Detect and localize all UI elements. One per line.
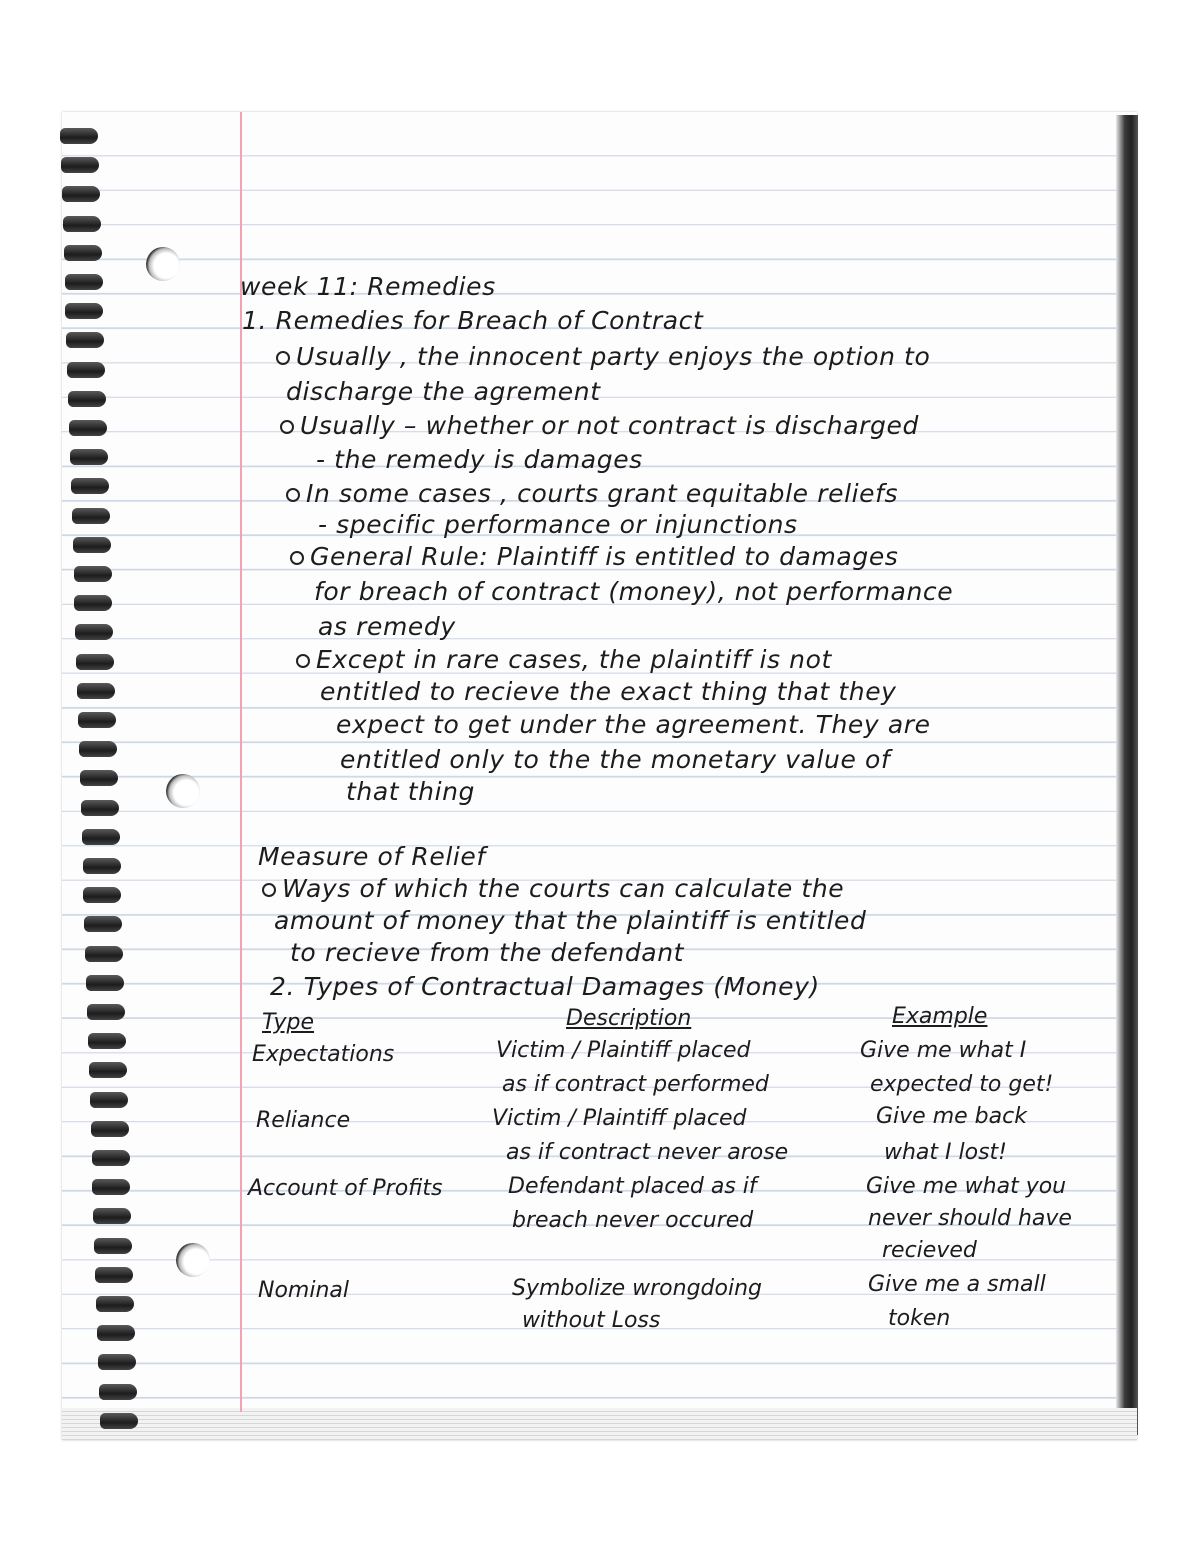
spiral-coil	[98, 1354, 138, 1372]
coil-shape	[69, 420, 107, 436]
coil-shape	[95, 1267, 133, 1283]
coil-shape	[60, 128, 98, 144]
coil-shape	[62, 186, 100, 202]
coil-shape	[86, 975, 124, 991]
coil-shape	[89, 1062, 127, 1078]
punch-hole	[176, 1243, 210, 1277]
spiral-coil	[78, 712, 118, 730]
coil-shape	[92, 1179, 130, 1195]
bullet-icon	[262, 883, 276, 897]
damage-example: recieved	[882, 1238, 977, 1263]
spiral-coil	[83, 887, 123, 905]
spiral-coil	[91, 1121, 131, 1139]
coil-shape	[74, 595, 112, 611]
note-line: as remedy	[318, 612, 456, 641]
coil-shape	[65, 274, 103, 290]
spiral-coil	[100, 1413, 140, 1431]
spiral-coil	[76, 654, 116, 672]
note-line: amount of money that the plaintiff is entitled	[274, 906, 867, 935]
damage-type: Nominal	[258, 1278, 349, 1303]
spiral-coil	[65, 274, 105, 292]
punch-hole	[146, 247, 180, 281]
damage-description: Defendant placed as if	[508, 1174, 757, 1199]
coil-shape	[83, 887, 121, 903]
note-line: discharge the agrement	[286, 377, 601, 406]
coil-shape	[99, 1384, 137, 1400]
note-line	[280, 411, 919, 441]
spiral-coil	[77, 683, 117, 701]
coil-shape	[66, 332, 104, 348]
note-line: entitled to recieve the exact thing that they	[320, 677, 897, 706]
note-line	[286, 479, 898, 509]
damage-example: token	[888, 1306, 951, 1331]
bullet-icon	[276, 351, 290, 365]
bullet-icon	[286, 488, 300, 502]
spiral-coil	[96, 1296, 136, 1314]
bullet-icon	[280, 420, 294, 434]
page-title: week 11: Remedies	[240, 272, 496, 301]
column-header-type: Type	[262, 1010, 315, 1035]
note-line: expect to get under the agreement. They are	[336, 710, 931, 739]
bullet-icon	[296, 654, 310, 668]
spiral-coil	[97, 1325, 137, 1343]
coil-shape	[80, 770, 118, 786]
coil-shape	[68, 391, 106, 407]
spiral-coil	[74, 566, 114, 584]
spiral-coil	[74, 595, 114, 613]
column-header-description: Description	[566, 1006, 692, 1031]
section-heading: Measure of Relief	[258, 842, 486, 871]
damage-description: without Loss	[522, 1308, 661, 1333]
spiral-coil	[87, 1004, 127, 1022]
spiral-coil	[66, 332, 106, 350]
coil-shape	[96, 1296, 134, 1312]
spiral-coil	[92, 1179, 132, 1197]
note-text: Usually – whether or not contract is discharged	[300, 411, 919, 440]
damage-type: Expectations	[252, 1042, 395, 1067]
coil-shape	[90, 1092, 128, 1108]
spiral-coil	[86, 975, 126, 993]
note-line: entitled only to the the monetary value of	[340, 745, 891, 774]
damage-description: Victim / Plaintiff placed	[496, 1038, 751, 1063]
damage-example: expected to get!	[870, 1072, 1054, 1097]
note-text: In some cases , courts grant equitable reliefs	[306, 479, 899, 508]
spiral-coil	[82, 829, 122, 847]
spiral-coil	[90, 1092, 130, 1110]
damage-example: Give me what you	[866, 1174, 1067, 1199]
damage-example: Give me what I	[860, 1038, 1027, 1063]
coil-shape	[82, 829, 120, 845]
spiral-coil	[62, 186, 102, 204]
coil-shape	[100, 1413, 138, 1429]
spiral-coil	[88, 1033, 128, 1051]
coil-shape	[83, 858, 121, 874]
spiral-coil	[71, 478, 111, 496]
damage-description: as if contract performed	[502, 1072, 769, 1097]
note-line: to recieve from the defendant	[290, 938, 685, 967]
coil-shape	[63, 216, 101, 232]
note-line: for breach of contract (money), not performance	[314, 577, 954, 606]
note-line	[290, 542, 898, 572]
coil-shape	[97, 1325, 135, 1341]
spiral-coil	[85, 946, 125, 964]
damage-type: Reliance	[256, 1108, 351, 1133]
spiral-coil	[94, 1238, 134, 1256]
spiral-coil	[64, 245, 104, 263]
spiral-coil	[65, 303, 105, 321]
damage-example: Give me back	[876, 1104, 1027, 1129]
section-heading: 2. Types of Contractual Damages (Money)	[270, 972, 820, 1001]
section-heading: 1. Remedies for Breach of Contract	[242, 306, 704, 335]
spiral-coil	[68, 391, 108, 409]
page-stack-edge	[62, 1408, 1137, 1440]
coil-shape	[71, 478, 109, 494]
spiral-coil	[83, 858, 123, 876]
spiral-coil	[99, 1384, 139, 1402]
page-edge-shadow	[1116, 115, 1138, 1435]
coil-shape	[88, 1033, 126, 1049]
note-line	[276, 342, 930, 372]
coil-shape	[77, 683, 115, 699]
coil-shape	[73, 537, 111, 553]
spiral-coil	[67, 362, 107, 380]
note-line: - specific performance or injunctions	[318, 510, 798, 539]
spiral-coil	[84, 916, 124, 934]
spiral-coil	[61, 157, 101, 175]
note-text: General Rule: Plaintiff is entitled to damages	[310, 542, 899, 571]
spiral-coil	[79, 741, 119, 759]
punch-hole	[166, 774, 200, 808]
coil-shape	[84, 916, 122, 932]
damage-description: Victim / Plaintiff placed	[492, 1106, 747, 1131]
coil-shape	[87, 1004, 125, 1020]
note-line: - the remedy is damages	[316, 445, 643, 474]
damage-example: what I lost!	[884, 1140, 1007, 1165]
coil-shape	[81, 800, 119, 816]
spiral-coil	[81, 800, 121, 818]
damage-description: breach never occured	[512, 1208, 754, 1233]
coil-shape	[76, 654, 114, 670]
coil-shape	[65, 303, 103, 319]
coil-shape	[75, 624, 113, 640]
coil-shape	[92, 1150, 130, 1166]
spiral-coil	[60, 128, 100, 146]
coil-shape	[91, 1121, 129, 1137]
coil-shape	[78, 712, 116, 728]
coil-shape	[98, 1354, 136, 1370]
coil-shape	[61, 157, 99, 173]
note-text: Usually , the innocent party enjoys the option to	[296, 342, 931, 371]
spiral-coil	[89, 1062, 129, 1080]
coil-shape	[94, 1238, 132, 1254]
note-line: that thing	[346, 777, 476, 806]
note-line	[296, 645, 832, 675]
damage-example: never should have	[868, 1206, 1072, 1231]
coil-shape	[67, 362, 105, 378]
note-line	[262, 874, 844, 904]
coil-shape	[70, 449, 108, 465]
damage-description: as if contract never arose	[506, 1140, 789, 1165]
spiral-coil	[80, 770, 120, 788]
spiral-coil	[69, 420, 109, 438]
spiral-coil	[93, 1208, 133, 1226]
damage-description: Symbolize wrongdoing	[512, 1276, 762, 1301]
spiral-coil	[95, 1267, 135, 1285]
column-header-example: Example	[892, 1004, 988, 1029]
note-text: Except in rare cases, the plaintiff is not	[316, 645, 832, 674]
coil-shape	[74, 566, 112, 582]
damage-example: Give me a small	[868, 1272, 1046, 1297]
spiral-coil	[73, 537, 113, 555]
spiral-coil	[70, 449, 110, 467]
coil-shape	[93, 1208, 131, 1224]
spiral-coil	[72, 508, 112, 526]
spiral-coil	[63, 216, 103, 234]
coil-shape	[79, 741, 117, 757]
coil-shape	[85, 946, 123, 962]
damage-type: Account of Profits	[248, 1176, 443, 1201]
coil-shape	[72, 508, 110, 524]
coil-shape	[64, 245, 102, 261]
bullet-icon	[290, 551, 304, 565]
note-text: Ways of which the courts can calculate the	[282, 874, 845, 903]
spiral-coil	[75, 624, 115, 642]
spiral-coil	[92, 1150, 132, 1168]
